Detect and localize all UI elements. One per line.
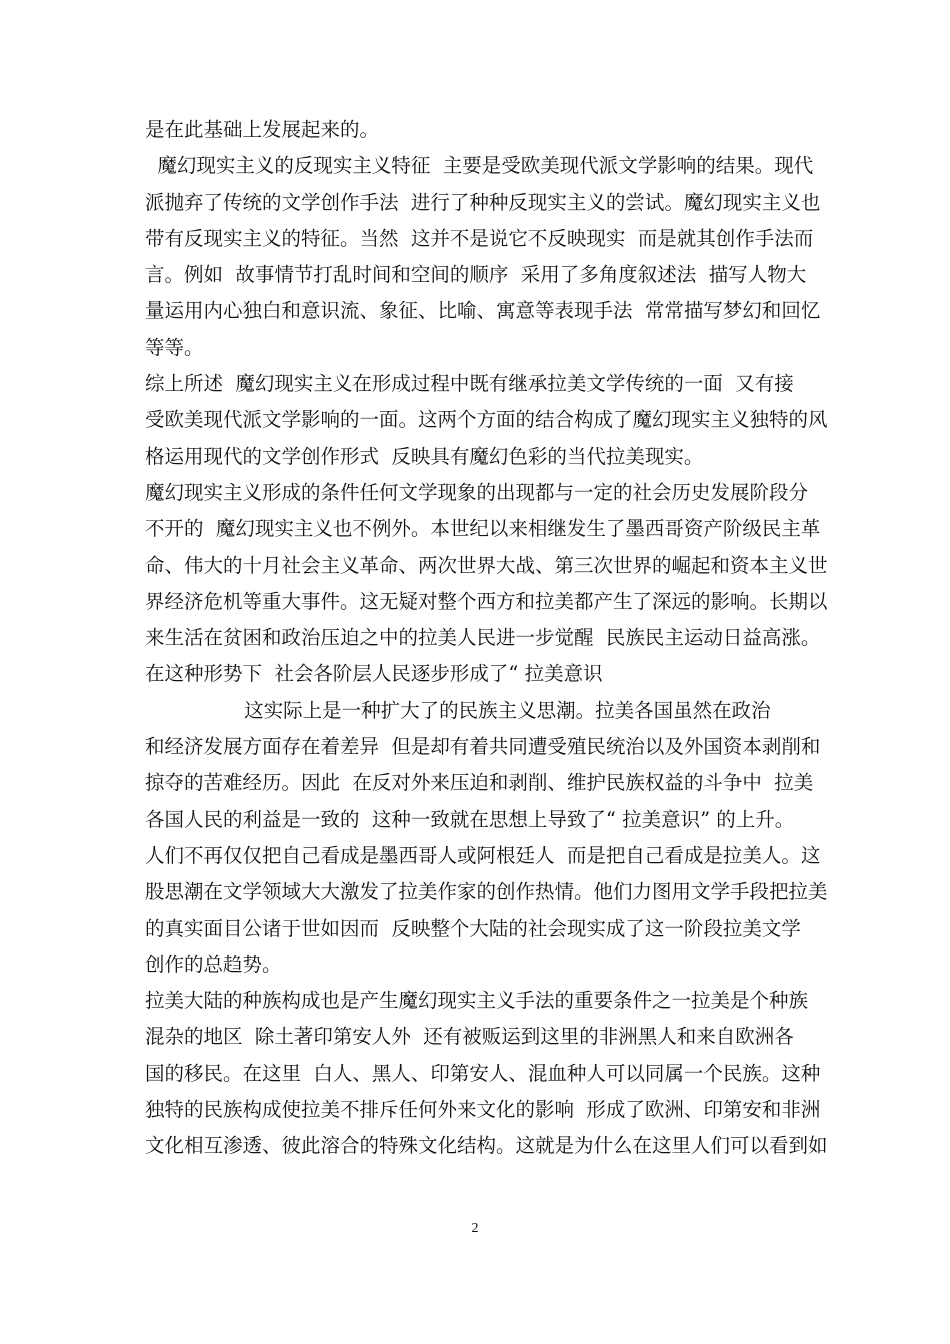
text-line: 言。例如 故事情节打乱时间和空间的顺序 采用了多角度叙述法 描写人物大 xyxy=(145,263,807,287)
body-text xyxy=(145,112,828,1165)
text-line: 的真实面目公诸于世如因而 反映整个大陆的社会现实成了这一阶段拉美文学 xyxy=(145,916,801,940)
text-line: 文化相互渗透、彼此溶合的特殊文化结构。这就是为什么在这里人们可以看到如 xyxy=(145,1134,828,1158)
text-line: 在这种形势下 社会各阶层人民逐步形成了“ 拉美意识 xyxy=(145,662,603,686)
text-line: 拉美大陆的种族构成也是产生魔幻现实主义手法的重要条件之一拉美是个种族 xyxy=(145,989,809,1013)
text-line: 受欧美现代派文学影响的一面。这两个方面的结合构成了魔幻现实主义独特的风 xyxy=(145,408,828,432)
text-line: 量运用内心独白和意识流、象征、比喻、寓意等表现手法 常常描写梦幻和回忆 xyxy=(145,299,821,323)
text-line: 带有反现实主义的特征。当然 这并不是说它不反映现实 而是就其创作手法而 xyxy=(145,226,814,250)
text-line: 不开的 魔幻现实主义也不例外。本世纪以来相继发生了墨西哥资产阶级民主革 xyxy=(145,517,821,541)
text-line: 魔幻现实主义形成的条件任何文学现象的出现都与一定的社会历史发展阶段分 xyxy=(145,480,809,504)
text-line: 魔幻现实主义的反现实主义特征 主要是受欧美现代派文学影响的结果。现代 xyxy=(145,154,814,178)
text-line: 是在此基础上发展起来的。 xyxy=(145,118,380,141)
text-line: 这实际上是一种扩大了的民族主义思潮。拉美各国虽然在政治 xyxy=(145,698,771,722)
text-line: 来生活在贫困和政治压迫之中的拉美人民进一步觉醒 民族民主运动日益高涨。 xyxy=(145,626,821,650)
text-line: 人们不再仅仅把自己看成是墨西哥人或阿根廷人 而是把自己看成是拉美人。这 xyxy=(145,843,821,867)
text-line: 创作的总趋势。 xyxy=(145,952,282,976)
text-line: 派抛弃了传统的文学创作手法 进行了种种反现实主义的尝试。魔幻现实主义也 xyxy=(145,190,821,214)
text-line: 格运用现代的文学创作形式 反映具有魔幻色彩的当代拉美现实。 xyxy=(145,444,704,468)
text-line: 独特的民族构成使拉美不排斥任何外来文化的影响 形成了欧洲、印第安和非洲 xyxy=(145,1098,821,1122)
text-line: 综上所述 魔幻现实主义在形成过程中既有继承拉美文学传统的一面 又有接 xyxy=(145,372,794,396)
text-line: 股思潮在文学领域大大激发了拉美作家的创作热情。他们力图用文学手段把拉美 xyxy=(145,880,828,904)
text-line: 国的移民。在这里 白人、黑人、印第安人、混血种人可以同属一个民族。这种 xyxy=(145,1061,821,1085)
text-line: 混杂的地区 除土著印第安人外 还有被贩运到这里的非洲黑人和来自欧洲各 xyxy=(145,1025,794,1049)
page-number: 2 xyxy=(471,1221,479,1236)
text-line: 各国人民的利益是一致的 这种一致就在思想上导致了“ 拉美意识” 的上升。 xyxy=(145,807,795,831)
text-line: 界经济危机等重大事件。这无疑对整个西方和拉美都产生了深远的影响。长期以 xyxy=(145,589,828,613)
text-line: 掠夺的苦难经历。因此 在反对外来压迫和剥削、维护民族权益的斗争中 拉美 xyxy=(145,771,814,795)
text-line: 和经济发展方面存在着差异 但是却有着共同遭受殖民统治以及外国资本剥削和 xyxy=(145,735,821,759)
text-line: 命、伟大的十月社会主义革命、两次世界大战、第三次世界的崛起和资本主义世 xyxy=(145,553,828,577)
text-line: 等等。 xyxy=(145,335,204,359)
